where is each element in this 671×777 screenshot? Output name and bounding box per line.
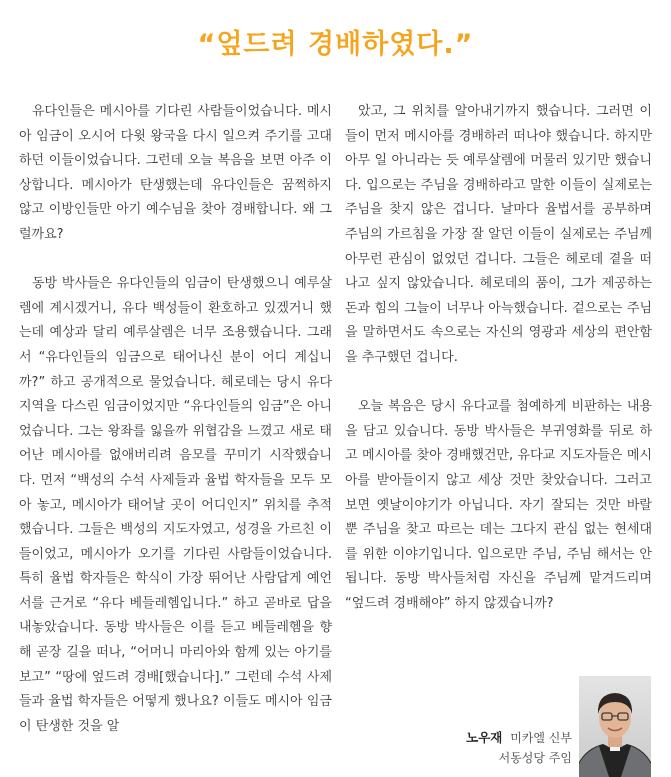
author-name: 노우재: [466, 730, 503, 745]
article-column-left: [19, 100, 332, 764]
author-position: 서동성당 주임: [498, 751, 572, 765]
author-byline: [466, 728, 572, 768]
article-paragraph: 동방 박사들은 유다인들의 임금이 탄생했으니 예루살렘에 계시겠거니, 유다 백성들이 환호하고 있겠거니 했는데 예상과 달리 예루살렘은 너무 조용했습니다. 그래서 “유다인들의 임금으로 태어나신 분이 어디 계십니까?” 하고 공개적으로 물었습니다. 헤로데는 당시 유다 지역을 다스린 임금이었지만 “유다인들의 임금”은 아니었습니다. 그는 왕좌를 잃을까 위협감을 느꼈고 새로 태어난 메시아를 없애버리려 음모를 꾸미기 시작했습니다. 먼저 “백성의 수석 사제들과 율법 학자들을 모두 모아 놓고, 메시아가 태어날 곳이 어디인지” 위치를 추적했습니다. 그들은 백성의 지도자였고, 성경을 가르친 이들이었고, 메시아가 오기를 기다린 사람들이었습니다. 특히 율법 학자들은 학식이 가장 뛰어난 사람답게 예언서를 근거로 “유다 베들레헴입니다.” 하고 곧바로 답을 내놓았습니다. 동방 박사들은 이를 듣고 베들레헴을 향해 곧장 길을 떠나, “어머니 마리아와 함께 있는 아기를 보고” “땅에 엎드려 경배[했습니다].” 그런데 수석 사제들과 율법 학자들은 어떻게 했나요? 이들도 메시아 임금이 탄생한 것을 알: [19, 276, 332, 734]
author-title: 미카엘 신부: [510, 731, 572, 745]
article-paragraph: 유다인들은 메시아를 기다린 사람들이었습니다. 메시아 임금이 오시어 다윗 왕국을 다시 일으켜 주기를 고대하던 이들이었습니다. 그런데 오늘 복음을 보면 아주 이상합니다. 메시아가 탄생했는데 유다인들은 꿈쩍하지 않고 이방인들만 아기 예수님을 찾아 경배합니다. 왜 그럴까요?: [19, 104, 332, 242]
article-paragraph: 오늘 복음은 당시 유다교를 첨예하게 비판하는 내용을 담고 있습니다. 동방 박사들은 부귀영화를 뒤로 하고 메시아를 찾아 경배했건만, 유다교 지도자들은 메시아를 받아들이지 않고 세상 것만 찾았습니다. 그러고 보면 옛날이야기가 아닙니다. 자기 잘되는 것만 바랄 뿐 주님을 찾고 따르는 데는 그다지 관심 없는 현세대를 위한 이야기입니다. 입으로만 주님, 주님 해서는 안 됩니다. 동방 박사들처럼 자신을 주님께 맡겨드리며 “엎드려 경배해야” 하지 않겠습니까?: [345, 399, 652, 611]
priest-portrait-icon: [579, 676, 651, 777]
article-title: “엎드려 경배하였다.”: [197, 29, 474, 60]
article-paragraph: 았고, 그 위치를 알아내기까지 했습니다. 그러면 이들이 먼저 메시아를 경배하러 떠나야 했습니다. 하지만 아무 일 아니라는 듯 예루살렘에 머물러 있기만 했습니다. 입으로는 주님을 경배하라고 말한 이들이 실제로는 주님을 찾지 않은 겁니다. 날마다 율법서를 공부하며 주님의 가르침을 가장 잘 알던 이들이 실제로는 주님께 아무런 관심이 없었던 겁니다. 그들은 헤로데 곁을 떠나고 싶지 않았습니다. 헤로데의 품이, 그가 제공하는 돈과 힘의 그늘이 너무나 아늑했습니다. 겉으로는 주님을 말하면서도 속으로는 자신의 영광과 세상의 편안함을 추구했던 겁니다.: [345, 104, 652, 365]
article-column-right: [345, 100, 652, 641]
